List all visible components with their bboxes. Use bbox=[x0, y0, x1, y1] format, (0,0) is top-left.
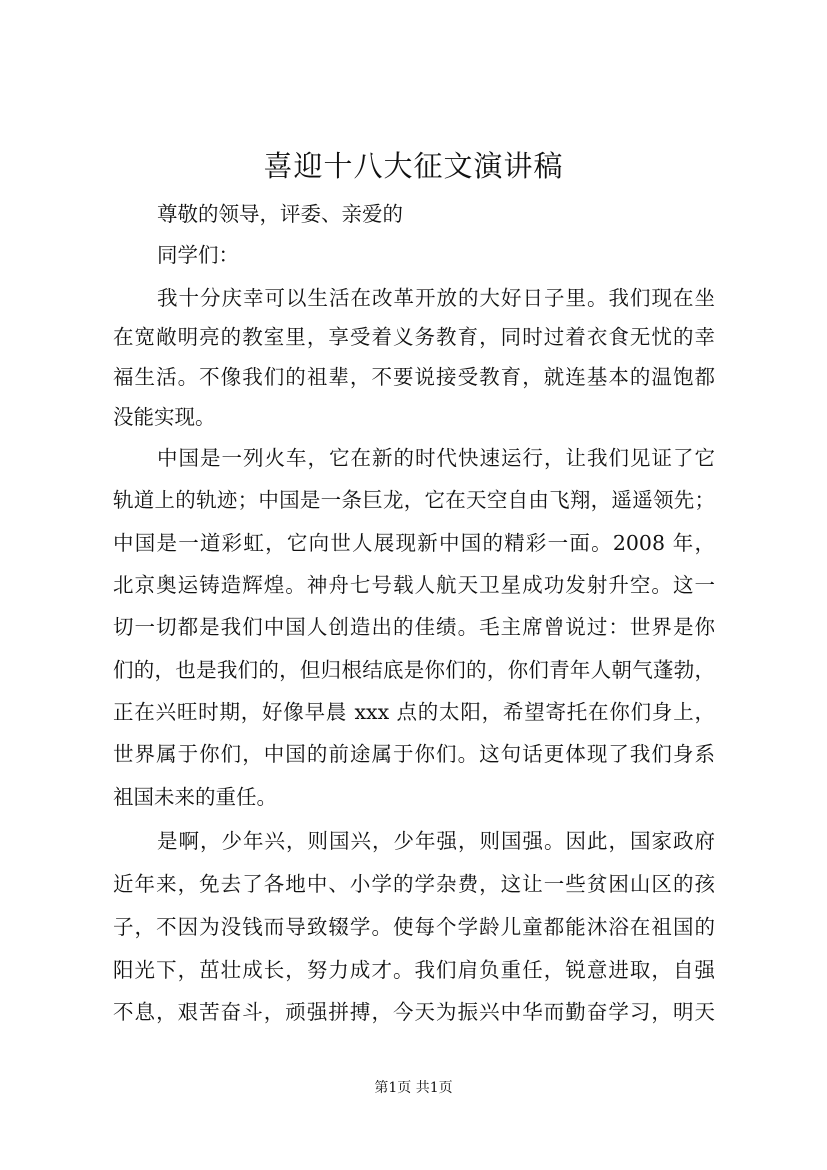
body-line: 在宽敞明亮的教室里，享受着义务教育，同时过着衣食无忧的幸 bbox=[113, 325, 715, 349]
body-line: 没能实现。 bbox=[113, 405, 216, 429]
body-line: 中国是一道彩虹，它向世人展现新中国的精彩一面。2008 年， bbox=[113, 531, 715, 555]
body-line: 中国是一列火车，它在新的时代快速运行，让我们见证了它 bbox=[157, 446, 715, 470]
body-line: 不息，艰苦奋斗，顽强拼搏，今天为振兴中华而勤奋学习，明天 bbox=[113, 1000, 715, 1024]
body-line: 阳光下，茁壮成长，努力成才。我们肩负重任，锐意进取，自强 bbox=[113, 958, 715, 982]
body-line: 福生活。不像我们的祖辈，不要说接受教育，就连基本的温饱都 bbox=[113, 365, 715, 389]
body-line: 近年来，免去了各地中、小学的学杂费，这让一些贫困山区的孩 bbox=[113, 872, 715, 896]
body-line: 世界属于你们，中国的前途属于你们。这句话更体现了我们身系 bbox=[113, 742, 715, 766]
document-title: 喜迎十八大征文演讲稿 bbox=[263, 149, 564, 183]
salutation-line-1: 尊敬的领导，评委、亲爱的 bbox=[157, 202, 403, 226]
body-line: 我十分庆幸可以生活在改革开放的大好日子里。我们现在坐 bbox=[157, 286, 715, 310]
body-line: 北京奥运铸造辉煌。神舟七号载人航天卫星成功发射升空。这一 bbox=[113, 573, 715, 597]
body-line: 祖国未来的重任。 bbox=[113, 785, 277, 809]
page-footer: 第1页 共1页 bbox=[374, 1080, 453, 1096]
body-line: 们的，也是我们的，但归根结底是你们的，你们青年人朝气蓬勃， bbox=[113, 658, 715, 682]
salutation-line-2: 同学们： bbox=[157, 243, 239, 267]
body-line: 轨道上的轨迹；中国是一条巨龙，它在天空自由飞翔，遥遥领先； bbox=[113, 488, 715, 512]
body-line: 是啊，少年兴，则国兴，少年强，则国强。因此，国家政府 bbox=[157, 829, 715, 853]
body-line: 子，不因为没钱而导致辍学。使每个学龄儿童都能沐浴在祖国的 bbox=[113, 915, 715, 939]
body-line: 切一切都是我们中国人创造出的佳绩。毛主席曾说过：世界是你 bbox=[113, 615, 715, 639]
body-line: 正在兴旺时期，好像早晨 xxx 点的太阳，希望寄托在你们身上， bbox=[113, 700, 715, 724]
